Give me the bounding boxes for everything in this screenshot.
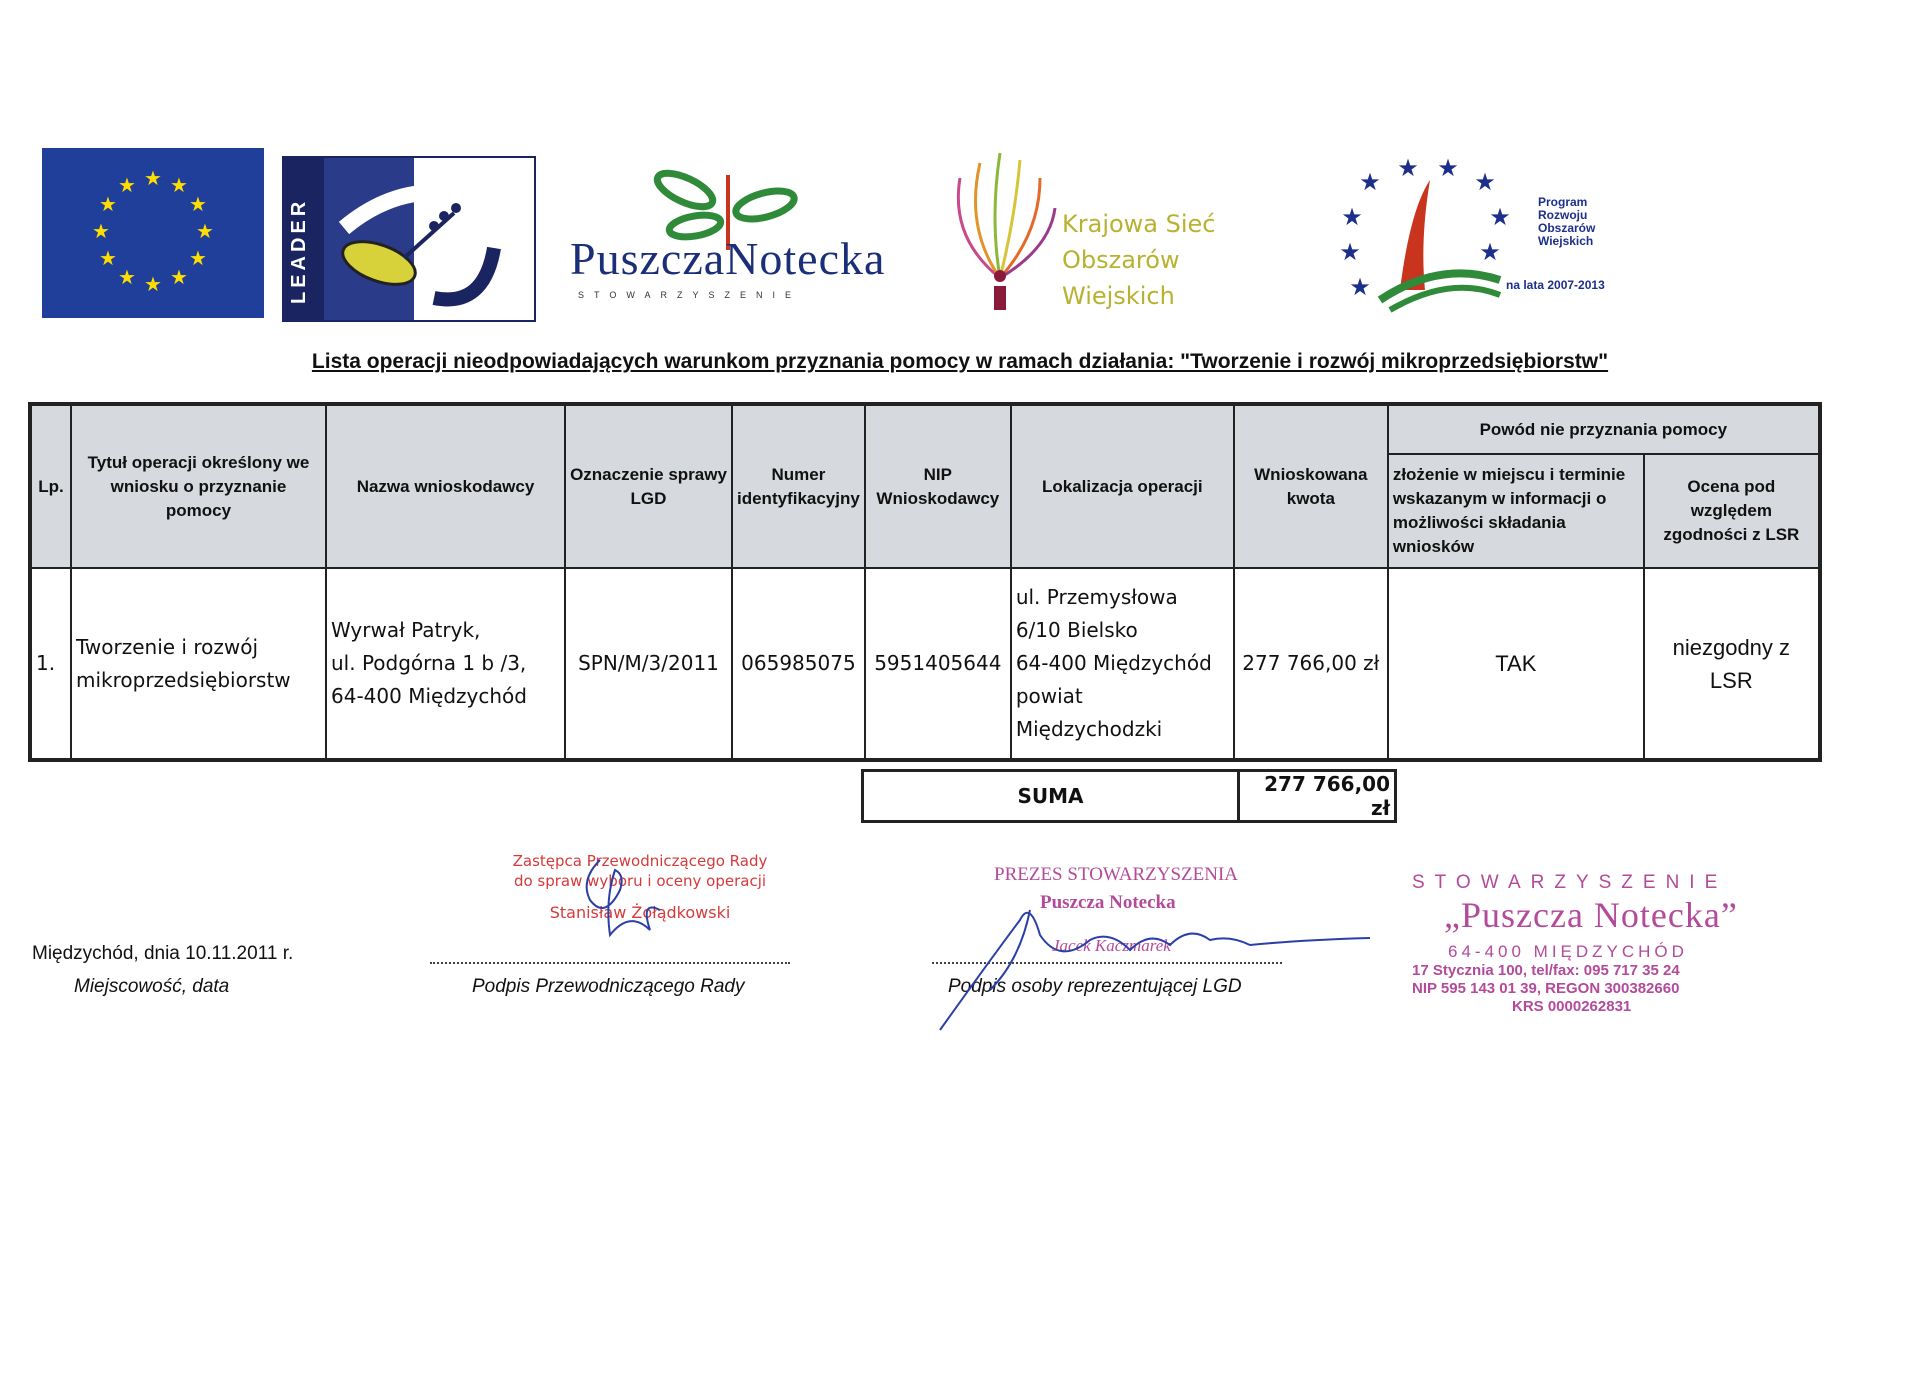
cell-tytul: Tworzenie i rozwój mikroprzedsiębiorstw: [71, 568, 326, 760]
svg-text:★: ★: [1339, 238, 1361, 266]
stamp-association-address: 17 Stycznia 100, tel/fax: 095 717 35 24: [1412, 962, 1680, 979]
stamp-association-title: STOWARZYSZENIE: [1412, 872, 1728, 893]
svg-text:★: ★: [1359, 168, 1381, 196]
svg-text:★: ★: [170, 173, 188, 197]
stamp-association-name: „Puszcza Notecka”: [1444, 895, 1738, 935]
ksow-logo: [940, 148, 1280, 318]
svg-text:★: ★: [196, 219, 214, 243]
signature-line-1: [430, 962, 790, 964]
svg-text:★: ★: [118, 173, 136, 197]
prow-years: na lata 2007-2013: [1506, 278, 1605, 292]
leader-emblem-icon: [284, 158, 534, 320]
svg-text:★: ★: [189, 192, 207, 216]
svg-text:★: ★: [1489, 203, 1511, 231]
cell-nazwa: Wyrwał Patryk, ul. Podgórna 1 b /3, 64-400 Międzychód: [326, 568, 565, 760]
cell-lokalizacja: ul. Przemysłowa 6/10 Bielsko 64-400 Międzychód powiat Międzychodzki: [1011, 568, 1234, 760]
cell-lp: 1.: [30, 568, 71, 760]
stamp-association-city: 64-400 MIĘDZYCHÓD: [1448, 942, 1688, 961]
svg-text:★: ★: [1479, 238, 1501, 266]
header-lokalizacja: Lokalizacja operacji: [1011, 404, 1234, 568]
stamp-president: PREZES STOWARZYSZENIA Puszcza Notecka Jacek Kaczmarek: [994, 864, 1239, 955]
svg-text:★: ★: [92, 219, 110, 243]
prow-name: Program Rozwoju Obszarów Wiejskich: [1538, 195, 1596, 248]
ksow-name: Krajowa Sieć Obszarów Wiejskich: [1062, 210, 1216, 310]
place-date-caption: Miejscowość, data: [74, 976, 230, 997]
table-row: [30, 568, 1820, 760]
header-oznaczenie: Oznaczenie sprawy LGD: [565, 404, 732, 568]
suma-value: 277 766,00 zł: [1239, 771, 1396, 822]
document-title: Lista operacji nieodpowiadających warunkom przyznania pomocy w ramach działania: "Tworzenie i rozwój mikroprzedsiębiorstw": [311, 350, 1609, 373]
header-tytul: Tytuł operacji określony we wniosku o przyznanie pomocy: [71, 404, 326, 568]
signature-handwritten-2: [930, 880, 1380, 1040]
stamp-association-krs: KRS 0000262831: [1512, 998, 1632, 1015]
puszcza-notecka-subtitle: STOWARZYSZENIE: [578, 290, 802, 300]
leader-logo: [282, 156, 536, 322]
leader-text: LEADER: [288, 197, 310, 304]
svg-text:★: ★: [144, 166, 162, 190]
puszcza-notecka-name: PuszczaNotecka: [570, 233, 886, 284]
svg-text:★: ★: [1341, 203, 1363, 231]
svg-text:★: ★: [99, 246, 117, 270]
header-nip: NIP Wnioskodawcy: [865, 404, 1011, 568]
eu-flag-logo: [42, 148, 264, 318]
eu-stars-icon: [42, 148, 264, 318]
svg-text:★: ★: [1474, 168, 1496, 196]
puszcza-notecka-logo: [570, 160, 900, 310]
signature-caption-1: Podpis Przewodniczącego Rady: [472, 976, 745, 997]
svg-text:★: ★: [170, 265, 188, 289]
svg-text:★: ★: [144, 272, 162, 296]
signature-caption-2: Podpis osoby reprezentującej LGD: [948, 976, 1242, 997]
prow-emblem-icon: [1330, 150, 1530, 320]
header-nazwa: Nazwa wnioskodawcy: [326, 404, 565, 568]
svg-text:★: ★: [99, 192, 117, 216]
stamp-vice-chairman: Zastępca Przewodniczącego Rady do spraw wyboru i oceny operacji Stanisław Żołądkowski: [512, 852, 768, 922]
svg-text:★: ★: [1437, 154, 1459, 182]
header-powod: Powód nie przyznania pomocy: [1388, 404, 1820, 454]
header-kwota: Wnioskowana kwota: [1234, 404, 1388, 568]
svg-text:★: ★: [189, 246, 207, 270]
svg-text:★: ★: [1349, 273, 1371, 301]
cell-nip: 5951405644: [865, 568, 1011, 760]
place-date: Międzychód, dnia 10.11.2011 r.: [32, 943, 294, 964]
signature-handwritten-1: [560, 840, 680, 950]
sum-table: [861, 769, 1397, 823]
header-ocena: Ocena pod względem zgodności z LSR: [1644, 454, 1820, 568]
header-numer: Numer identyfikacyjny: [732, 404, 865, 568]
prow-logo: [1330, 150, 1630, 320]
ksow-flower-icon: [940, 148, 1060, 318]
cell-kwota: 277 766,00 zł: [1234, 568, 1388, 760]
svg-text:★: ★: [1397, 154, 1419, 182]
header-lp: Lp.: [30, 404, 71, 568]
suma-label: SUMA: [863, 771, 1239, 822]
cell-ocena: niezgodny z LSR: [1644, 568, 1820, 760]
cell-oznaczenie: SPN/M/3/2011: [565, 568, 732, 760]
stamp-association-nip: NIP 595 143 01 39, REGON 300382660: [1412, 980, 1680, 997]
cell-numer: 065985075: [732, 568, 865, 760]
operations-table: [28, 402, 1822, 762]
svg-text:★: ★: [118, 265, 136, 289]
cell-zlozenie: TAK: [1388, 568, 1644, 760]
header-zlozenie: złożenie w miejscu i terminie wskazanym w informacji o możliwości składania wniosków: [1388, 454, 1644, 568]
